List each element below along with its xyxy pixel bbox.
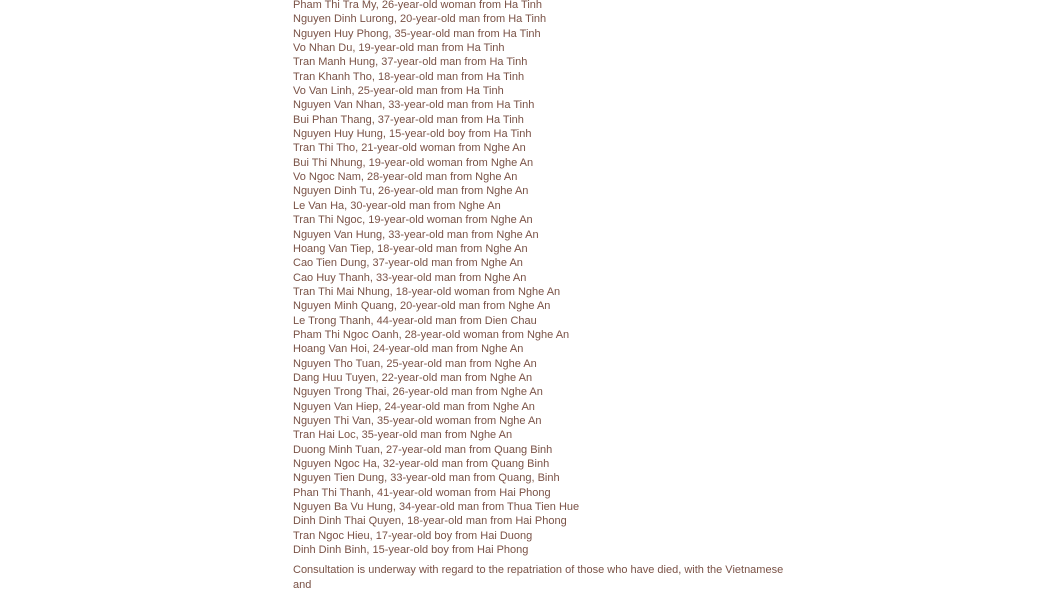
victim-line: Nguyen Dinh Tu, 26-year-old man from Nghe An: [293, 185, 529, 198]
victim-line: Nguyen Thi Van, 35-year-old woman from Nghe An: [293, 414, 542, 427]
victim-line: Cao Huy Thanh, 33-year-old man from Nghe An: [293, 271, 527, 284]
victim-line: Nguyen Tien Dung, 33-year-old man from Quang, Binh: [293, 472, 560, 485]
victim-line: Nguyen Van Nhan, 33-year-old man from Ha Tinh: [293, 99, 535, 112]
victim-line: Dinh Dinh Thai Quyen, 18-year-old man from Hai Phong: [293, 515, 567, 528]
victim-line: Nguyen Tho Tuan, 25-year-old man from Nghe An: [293, 357, 537, 370]
victim-line: Hoang Van Tiep, 18-year-old man from Nghe An: [293, 242, 528, 255]
victim-line: Vo Van Linh, 25-year-old man from Ha Tinh: [293, 85, 504, 98]
victim-line: Tran Manh Hung, 37-year-old man from Ha Tinh: [293, 56, 528, 69]
victim-line: Nguyen Van Hung, 33-year-old man from Nghe An: [293, 228, 539, 241]
victim-line: Bui Phan Thang, 37-year-old man from Ha Tinh: [293, 113, 524, 126]
victim-line: Tran Khanh Tho, 18-year-old man from Ha Tinh: [293, 70, 525, 83]
victim-line: Nguyen Ba Vu Hung, 34-year-old man from Thua Tien Hue: [293, 501, 580, 514]
victim-line: Le Van Ha, 30-year-old man from Nghe An: [293, 199, 501, 212]
victim-line: Cao Tien Dung, 37-year-old man from Nghe An: [293, 257, 523, 270]
victim-line: Nguyen Van Hiep, 24-year-old man from Nghe An: [293, 400, 535, 413]
victims-list: [293, 0, 803, 557]
victim-line: Nguyen Ngoc Ha, 32-year-old man from Quang Binh: [293, 458, 550, 470]
victim-line: Vo Nhan Du, 19-year-old man from Ha Tinh: [293, 42, 505, 55]
victim-line: Nguyen Huy Phong, 35-year-old man from Ha Tinh: [293, 27, 541, 40]
victim-line: Dinh Dinh Binh, 15-year-old boy from Hai Phong: [293, 544, 529, 557]
victim-line: Dang Huu Tuyen, 22-year-old man from Nghe An: [293, 371, 533, 384]
victim-line: Nguyen Minh Quang, 20-year-old man from Nghe An: [293, 300, 551, 313]
victim-line: Bui Thi Nhung, 19-year-old woman from Nghe An: [293, 156, 534, 169]
victim-line: Tran Thi Mai Nhung, 18-year-old woman from Nghe An: [293, 285, 561, 298]
victim-line: Hoang Van Hoi, 24-year-old man from Nghe An: [293, 343, 524, 356]
victim-line: Tran Ngoc Hieu, 17-year-old boy from Hai Duong: [293, 529, 533, 542]
repatriation-paragraph: Consultation is underway with regard to the repatriation of those who have died, with the Vietnamese and: [293, 564, 784, 591]
victim-line: Nguyen Huy Hung, 15-year-old boy from Ha Tinh: [293, 128, 532, 141]
victim-line: Pham Thi Ngoc Oanh, 28-year-old woman from Nghe An: [293, 328, 570, 341]
victim-line: Le Trong Thanh, 44-year-old man from Dien Chau: [293, 314, 537, 327]
victim-line: Pham Thi Tra My, 26-year-old woman from Ha Tinh: [293, 0, 543, 11]
victim-line: Nguyen Trong Thai, 26-year-old man from Nghe An: [293, 386, 543, 399]
article-body: [293, 0, 803, 592]
victim-line: Nguyen Dinh Lurong, 20-year-old man from Ha Tinh: [293, 13, 547, 26]
victim-line: Duong Minh Tuan, 27-year-old man from Quang Binh: [293, 443, 553, 456]
victim-line: Tran Thi Tho, 21-year-old woman from Nghe An: [293, 142, 526, 155]
victim-line: Vo Ngoc Nam, 28-year-old man from Nghe An: [293, 171, 518, 184]
victim-line: Tran Hai Loc, 35-year-old man from Nghe An: [293, 429, 513, 442]
victim-line: Phan Thi Thanh, 41-year-old woman from Hai Phong: [293, 486, 551, 499]
victim-line: Tran Thi Ngoc, 19-year-old woman from Nghe An: [293, 214, 533, 227]
